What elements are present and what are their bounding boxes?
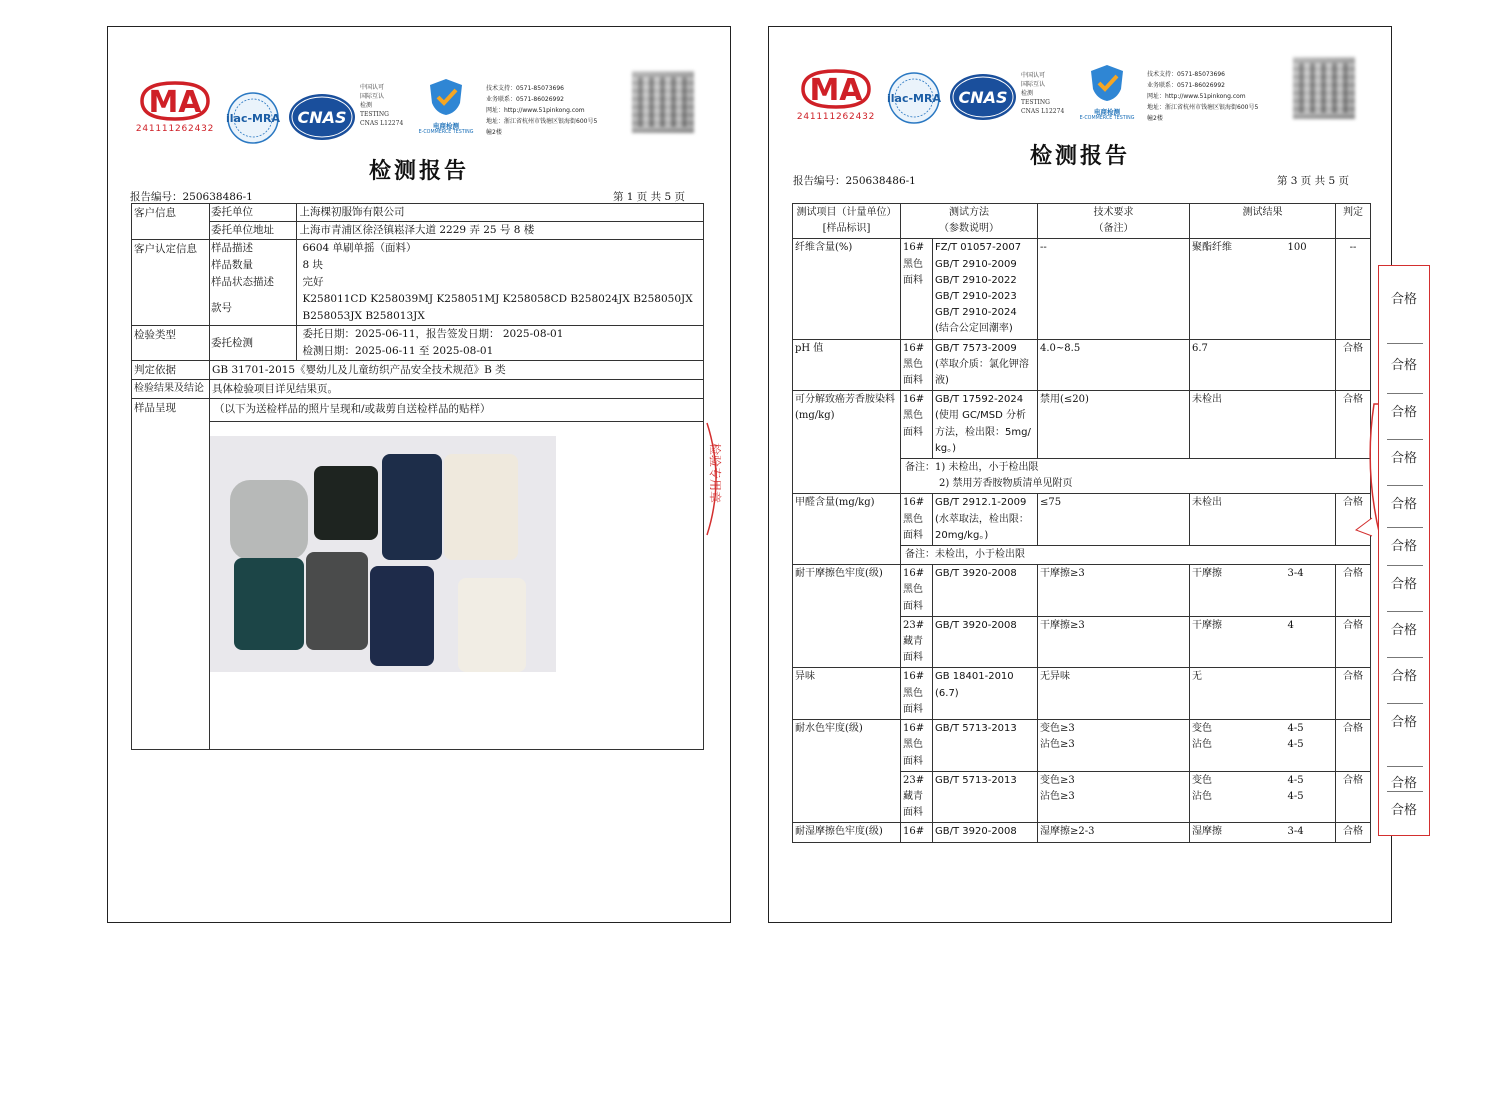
judgement: 合格 xyxy=(1336,771,1371,823)
result-value xyxy=(1286,339,1336,391)
pass-label: 合格 xyxy=(1390,776,1417,791)
result-value xyxy=(1286,668,1336,720)
report-header xyxy=(134,57,704,147)
note: 备注：1) 未检出，小于检出限 2) 禁用芳香胺物质清单见附页 xyxy=(901,459,1371,494)
pass-label-panel xyxy=(1378,265,1430,836)
cma-logo xyxy=(134,79,216,134)
result-row xyxy=(793,239,1371,339)
result-value: 4-5 4-5 xyxy=(1286,720,1336,772)
client-unit-label: 委托单位 xyxy=(210,204,296,222)
report-number: 报告编号：250638486-1 xyxy=(130,191,253,203)
result-value: 4 xyxy=(1286,616,1336,668)
cert-text: 中国认可 国际互认 检测 TESTING CNAS L12274 xyxy=(1021,72,1065,115)
pass-divider xyxy=(1387,766,1423,767)
result-label: 变色 沾色 xyxy=(1190,720,1286,772)
client-info-table xyxy=(131,203,704,750)
pass-label: 合格 xyxy=(1390,539,1417,554)
test-method: GB/T 5713-2013 xyxy=(933,771,1038,823)
test-method: GB/T 17592-2024 (使用 GC/MSD 分析 方法，检出限：5mg/ kg。) xyxy=(933,391,1038,459)
test-results-table xyxy=(792,203,1371,843)
result-label: 6.7 xyxy=(1190,339,1286,391)
result-row xyxy=(793,391,1371,459)
style-values-line-2: B258053JX B258013JX xyxy=(302,310,425,322)
result-label: 湿摩擦 xyxy=(1190,823,1286,842)
report-title: 检测报告 xyxy=(1029,143,1130,169)
result-label: 聚酯纤维 xyxy=(1190,239,1286,339)
sample-id: 16# 黑色 面料 xyxy=(901,339,933,391)
pass-divider xyxy=(1387,703,1423,704)
sample-id: 16# 黑色 面料 xyxy=(901,720,933,772)
pass-divider xyxy=(1387,527,1423,528)
style-label: 款号 xyxy=(210,291,296,325)
pass-divider xyxy=(1387,611,1423,612)
requirement: ≤75 xyxy=(1038,494,1190,546)
result-label: 干摩擦 xyxy=(1190,616,1286,668)
sample-id: 16# 黑色 面料 xyxy=(901,494,933,546)
requirement: 干摩擦≥3 xyxy=(1038,616,1190,668)
client-confirm-label: 客户认定信息 xyxy=(132,240,210,326)
result-label: 无 xyxy=(1190,668,1286,720)
sample-desc-value: 6604 单刷单摇（面料） xyxy=(302,242,417,254)
result-row xyxy=(793,823,1371,842)
result-value xyxy=(1286,391,1336,459)
sample-photo xyxy=(210,436,556,672)
sample-show-label: 样品呈现 xyxy=(132,399,210,750)
test-item: 甲醛含量(mg/kg) xyxy=(793,494,901,565)
shield-check-icon xyxy=(424,77,468,117)
judgement: 合格 xyxy=(1336,339,1371,391)
result-label: 未检出 xyxy=(1190,391,1286,459)
sample-id: 16# xyxy=(901,823,933,842)
svg-text:ilac-MRA: ilac-MRA xyxy=(887,92,941,105)
test-method: GB/T 3920-2008 xyxy=(933,616,1038,668)
report-header-2 xyxy=(795,57,1365,147)
results-body xyxy=(793,239,1371,842)
judgement: 合格 xyxy=(1336,494,1371,546)
inspect-type-value: 委托检测 xyxy=(210,326,296,360)
pass-label: 合格 xyxy=(1390,715,1417,730)
judgement: 合格 xyxy=(1336,720,1371,772)
requirement: 变色≥3 沾色≥3 xyxy=(1038,720,1190,772)
result-value: 100 xyxy=(1286,239,1336,339)
test-item: 可分解致癌芳香胺染料(mg/kg) xyxy=(793,391,901,494)
judgement: 合格 xyxy=(1336,616,1371,668)
sample-id: 16# 黑色 面料 xyxy=(901,668,933,720)
pass-label: 合格 xyxy=(1390,292,1417,307)
result-row xyxy=(793,668,1371,720)
requirement: -- xyxy=(1038,239,1190,339)
report-meta xyxy=(130,189,685,204)
note: 备注：未检出，小于检出限 xyxy=(901,546,1371,565)
pass-label: 合格 xyxy=(1390,803,1417,818)
ecommerce-testing-logo: 电商检测 E-COMMERCE TESTING xyxy=(414,77,478,135)
report-title: 检测报告 xyxy=(368,158,469,184)
report-meta xyxy=(793,173,1349,188)
test-method: GB/T 3920-2008 xyxy=(933,823,1038,842)
pass-label: 合格 xyxy=(1390,669,1417,684)
requirement: 湿摩擦≥2-3 xyxy=(1038,823,1190,842)
test-item: 耐干摩擦色牢度(级) xyxy=(793,565,901,668)
cnas-logo xyxy=(288,93,356,145)
test-item: 耐水色牢度(级) xyxy=(793,720,901,823)
pass-label: 合格 xyxy=(1390,358,1417,373)
ilac-mra-logo xyxy=(226,91,280,149)
test-item: 异味 xyxy=(793,668,901,720)
requirement: 4.0~8.5 xyxy=(1038,339,1190,391)
pass-label: 合格 xyxy=(1390,623,1417,638)
result-value xyxy=(1286,494,1336,546)
pass-divider xyxy=(1387,343,1423,344)
svg-text:CNAS: CNAS xyxy=(958,88,1008,107)
svg-text:检验专用章: 检验专用章 xyxy=(708,443,722,504)
result-value: 3-4 xyxy=(1286,565,1336,617)
test-date: 检测日期：2025-06-11 至 2025-08-01 xyxy=(302,345,494,357)
cma-logo: MA 241111262432 xyxy=(796,73,876,122)
col-header-judge: 判定 xyxy=(1336,204,1371,239)
sample-state-label: 样品状态描述 xyxy=(210,274,296,291)
result-label: 未检出 xyxy=(1190,494,1286,546)
test-method: GB/T 5713-2013 xyxy=(933,720,1038,772)
basis-label: 判定依据 xyxy=(132,361,210,380)
cert-text: 中国认可 国际互认 检测 TESTING CNAS L12274 xyxy=(360,84,404,127)
report-number: 报告编号：250638486-1 xyxy=(793,175,916,187)
client-info-label: 客户信息 xyxy=(132,204,210,240)
qr-code xyxy=(1293,57,1355,119)
client-address-label: 委托单位地址 xyxy=(210,222,296,240)
contact-info: 技术支持：0571-85073696 业务联系：0571-86026992 网址：http://www.51pinkong.com 地址：浙江省杭州市钱塘区银海街600号5 幢2楼 xyxy=(1147,71,1259,122)
page-number: 第 3 页 共 5 页 xyxy=(1276,175,1349,187)
requirement: 变色≥3 沾色≥3 xyxy=(1038,771,1190,823)
col-header-requirement: 技术要求 （备注） xyxy=(1038,204,1190,239)
sample-show-value: （以下为送检样品的照片呈现和/或裁剪自送检样品的贴样） xyxy=(210,399,703,422)
judgement: 合格 xyxy=(1336,668,1371,720)
test-item: pH 值 xyxy=(793,339,901,391)
judgement: 合格 xyxy=(1336,391,1371,459)
contact-info: 技术支持：0571-85073696 业务联系：0571-86026992 网址：http://www.51pinkong.com 地址：浙江省杭州市钱塘区银海街600号5 幢2楼 xyxy=(486,85,598,136)
col-header-item: 测试项目（计量单位） [样品标识] xyxy=(793,204,901,239)
judgement: 合格 xyxy=(1336,823,1371,842)
sample-state-value: 完好 xyxy=(302,276,324,288)
pass-label: 合格 xyxy=(1390,451,1417,466)
qr-code xyxy=(632,71,694,133)
result-value: 3-4 xyxy=(1286,823,1336,842)
pass-divider xyxy=(1387,657,1423,658)
client-address-value: 上海市青浦区徐泾镇崧泽大道 2229 弄 25 号 8 楼 xyxy=(299,224,535,236)
svg-text:MA: MA xyxy=(809,73,863,108)
inspection-stamp-edge xyxy=(703,419,729,539)
sample-id: 23# 藏青 面料 xyxy=(901,771,933,823)
result-row xyxy=(793,494,1371,546)
test-method: GB/T 2912.1-2009 (水萃取法，检出限： 20mg/kg。) xyxy=(933,494,1038,546)
test-method: GB 18401-2010 (6.7) xyxy=(933,668,1038,720)
sample-id: 16# 黑色 面料 xyxy=(901,239,933,339)
test-method: GB/T 3920-2008 xyxy=(933,565,1038,617)
judgement: 合格 xyxy=(1336,565,1371,617)
svg-text:CNAS: CNAS xyxy=(297,108,347,127)
result-row xyxy=(793,565,1371,617)
client-unit-value: 上海棵初服饰有限公司 xyxy=(296,204,703,222)
pass-divider xyxy=(1387,791,1423,792)
result-row xyxy=(793,339,1371,391)
pass-divider xyxy=(1387,485,1423,486)
style-values-line-1: K258011CD K258039MJ K258051MJ K258058CD B258024JX B258050JX xyxy=(302,293,693,305)
sample-id: 23# 藏青 面料 xyxy=(901,616,933,668)
report-page-1 xyxy=(107,26,731,923)
report-page-3 xyxy=(768,26,1392,923)
col-header-method: 测试方法 （参数说明） xyxy=(901,204,1038,239)
requirement: 无异味 xyxy=(1038,668,1190,720)
sample-id: 16# 黑色 面料 xyxy=(901,391,933,459)
result-label: 变色 沾色 xyxy=(1190,771,1286,823)
pass-label: 合格 xyxy=(1390,405,1417,420)
sample-desc-label: 样品描述 xyxy=(210,240,296,257)
conclusion-label: 检验结果及结论 xyxy=(132,380,210,399)
inspect-type-label: 检验类型 xyxy=(132,326,210,361)
basis-value: GB 31701-2015《婴幼儿及儿童纺织产品安全技术规范》B 类 xyxy=(210,361,704,380)
test-method: GB/T 7573-2009 (萃取介质：氯化钾溶 液) xyxy=(933,339,1038,391)
requirement: 禁用(≤20) xyxy=(1038,391,1190,459)
result-label: 干摩擦 xyxy=(1190,565,1286,617)
col-header-result: 测试结果 xyxy=(1190,204,1336,239)
result-value: 4-5 4-5 xyxy=(1286,771,1336,823)
cma-number: 241111262432 xyxy=(135,124,215,134)
cma-mark-text: MA xyxy=(148,85,202,120)
commission-date: 委托日期：2025-06-11，报告签发日期： 2025-08-01 xyxy=(302,328,564,340)
test-item: 纤维含量(%) xyxy=(793,239,901,339)
pass-label: 合格 xyxy=(1390,577,1417,592)
ilac-mra-logo xyxy=(887,71,941,129)
cnas-logo xyxy=(949,73,1017,125)
pass-divider xyxy=(1387,393,1423,394)
page-number: 第 1 页 共 5 页 xyxy=(612,191,685,203)
svg-text:ilac-MRA: ilac-MRA xyxy=(226,112,280,125)
sample-id: 16# 黑色 面料 xyxy=(901,565,933,617)
test-method: FZ/T 01057-2007 GB/T 2910-2009 GB/T 2910-2022 GB/T 2910-2023 GB/T 2910-2024 (结合公定回潮率) xyxy=(933,239,1038,339)
requirement: 干摩擦≥3 xyxy=(1038,565,1190,617)
ecommerce-testing-logo: 电商检测 E-COMMERCE TESTING xyxy=(1075,63,1139,121)
sample-qty-value: 8 块 xyxy=(302,259,324,271)
result-row xyxy=(793,720,1371,772)
pass-label: 合格 xyxy=(1390,497,1417,512)
judgement: -- xyxy=(1336,239,1371,339)
shield-check-icon xyxy=(1085,63,1129,103)
conclusion-value: 具体检验项目详见结果页。 xyxy=(210,380,704,399)
sample-qty-label: 样品数量 xyxy=(210,257,296,274)
pass-divider xyxy=(1387,439,1423,440)
test-item: 耐湿摩擦色牢度(级) xyxy=(793,823,901,842)
pass-divider xyxy=(1387,565,1423,566)
